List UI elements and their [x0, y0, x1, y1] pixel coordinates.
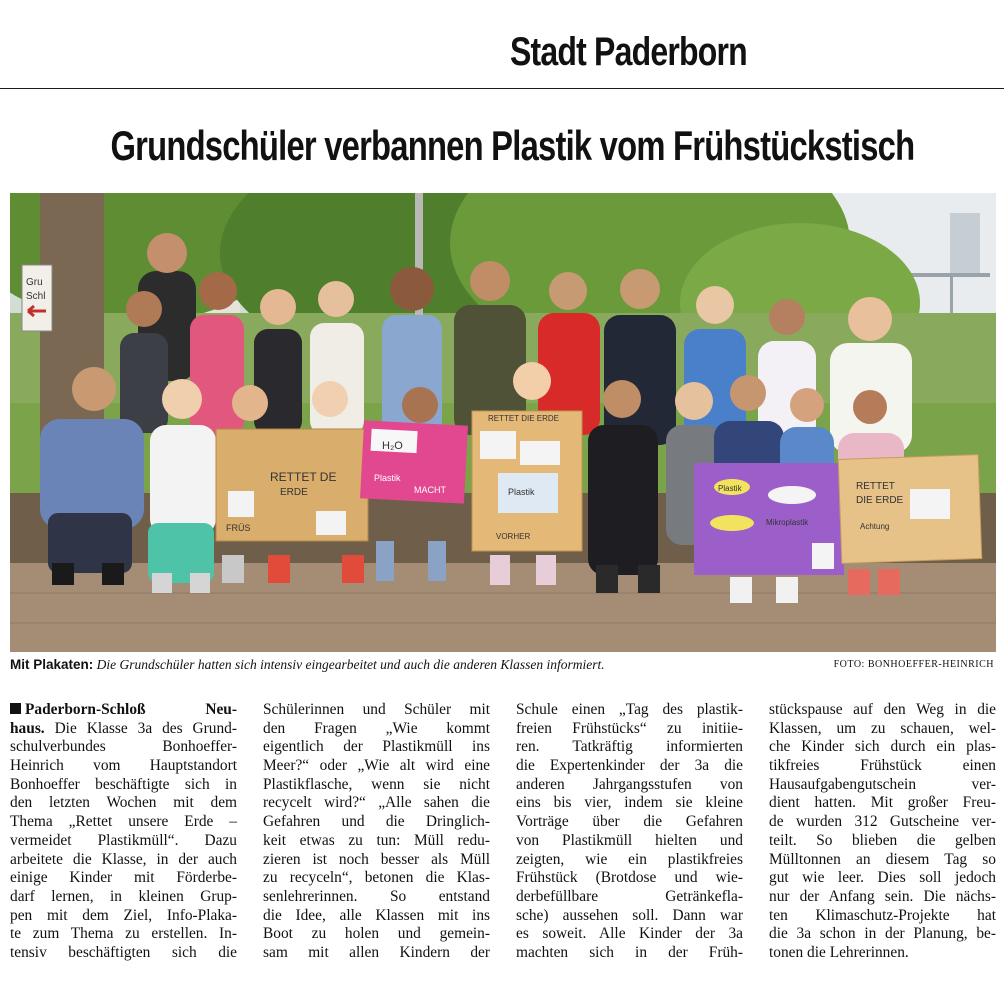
dateline [10, 701, 237, 720]
article-line: che Kinder sich durch ein plas- [769, 738, 996, 756]
article-line: pen mit dem Ziel, Info-Plaka- [10, 906, 237, 924]
article-line: freien Frühstücks“ zu initiie- [516, 719, 743, 737]
article-line: tensiv beschäftigten sich die [10, 943, 237, 961]
sign-text: Schl [26, 291, 46, 302]
article-line: de wurden 312 Gutscheine ver- [769, 813, 996, 831]
poster-3 [472, 411, 582, 551]
poster-5 [838, 455, 982, 564]
child-head [675, 382, 713, 420]
child-head [603, 380, 641, 418]
poster-text: Plastik [718, 484, 742, 493]
article-line-rest: Die Klasse 3a des Grund- [44, 719, 237, 737]
article-line: eigentlich der Plastikmüll ins [263, 738, 490, 756]
section-header [0, 0, 1004, 89]
article-line: machten sich in der Früh- [516, 943, 743, 961]
article-line: eins bis vier, indem sie kleine [516, 794, 743, 812]
child [254, 329, 302, 435]
article-line: recycelt wird?“ „Alle sahen die [263, 794, 490, 812]
poster-text: DIE ERDE [856, 495, 904, 506]
child-head [513, 362, 551, 400]
article-line [10, 720, 237, 739]
dateline-text: Paderborn-Schloß Neu- [25, 701, 237, 718]
article-line: Thema „Rettet unsere Erde – [10, 813, 237, 831]
article-line: vermeidet Plastikmüll“. Dazu [10, 831, 237, 849]
poster-text: FRÜS [226, 523, 251, 533]
article-line: anderen Jahrgangsstufen von [516, 775, 743, 793]
article-line: die Expertenkinder der 3a die [516, 757, 743, 775]
article-line: derbefüllbare Getränkefla- [516, 887, 743, 905]
dateline-continuation: haus. [10, 719, 45, 737]
poster-1 [216, 429, 368, 541]
article-line: zeigten, wie ein plastikfreies [516, 850, 743, 868]
article-column-3 [516, 701, 743, 963]
article-line: sche) aussehen soll. Dann war [516, 906, 743, 924]
article-line: nur der Anfang sein. Die nächs- [769, 887, 996, 905]
poster-text: RETTET DIE ERDE [488, 414, 559, 423]
building-window [950, 213, 980, 273]
article-line: ren. Tatkräftig informierten [516, 738, 743, 756]
caption-lead: Mit Plakaten: [10, 657, 94, 672]
article-line: Vorträge über die Gefahren [516, 813, 743, 831]
article-line: den letzten Wochen mit dem [10, 794, 237, 812]
child [190, 315, 244, 435]
poster-2 [360, 420, 468, 503]
child-head [848, 297, 892, 341]
headline: Grundschüler verbannen Plastik vom Frühstückstisch [110, 122, 915, 169]
section-title: Stadt Paderborn [509, 30, 747, 74]
child-head [620, 269, 660, 309]
poster-text: Plastik [508, 487, 535, 497]
child-head [72, 367, 116, 411]
article-line: Mülltonnen an diesem Tag so [769, 850, 996, 868]
caption-text: Die Grundschüler hatten sich intensiv eingearbeitet und auch die anderen Klassen informiert. [93, 657, 605, 672]
child-head [790, 388, 824, 422]
child-head [402, 387, 438, 423]
article-line: Bonhoeffer beschäftigte sich in [10, 775, 237, 793]
article-line: es soweit. Alle Kinder der 3a [516, 925, 743, 943]
child-head [312, 381, 348, 417]
child [40, 419, 144, 529]
article-line: gut wie leer. Dies soll jedoch [769, 869, 996, 887]
photo-illustration [10, 193, 996, 652]
poster-text: Mikroplastik [766, 518, 809, 527]
article-line: stückspause auf den Weg in die [769, 701, 996, 718]
poster-4 [694, 463, 844, 575]
article-line: dient hatten. Mit großer Freu- [769, 794, 996, 812]
child-head [853, 390, 887, 424]
child [150, 425, 216, 535]
child-head [162, 379, 202, 419]
poster-text: Achtung [860, 522, 890, 531]
poster-text: Plastik [374, 473, 401, 483]
child-head [730, 375, 766, 411]
dateline-square-icon [10, 703, 21, 714]
article-line: darf lernen, in kleinen Grup- [10, 887, 237, 905]
child-head [769, 299, 805, 335]
poster-text: VORHER [496, 532, 531, 541]
article-line: te zum Thema zu erstellen. In- [10, 925, 237, 943]
article-line: zu recyceln“, betonen die Klas- [263, 869, 490, 887]
child-head [470, 261, 510, 301]
child [310, 323, 364, 435]
sign-text: Gru [26, 277, 43, 288]
article-line: arbeitete die Klasse, in der auch [10, 850, 237, 868]
article-line: Schülerinnen und Schüler mit [263, 701, 490, 718]
child-head [390, 267, 434, 311]
article-line: ten Klimaschutz-Projekte hat [769, 906, 996, 924]
article-line: Gefahren und die Dringlich- [263, 813, 490, 831]
article-line: die Idee, alle Klassen mit ins [263, 906, 490, 924]
photo-caption [10, 657, 996, 679]
article-line: zieren ist noch besser als Müll [263, 850, 490, 868]
child-head [147, 233, 187, 273]
article-line: senlehrerinnen. So entstand [263, 887, 490, 905]
article-line: den Fragen „Wie kommt [263, 719, 490, 737]
article-line: Schule einen „Tag des plastik- [516, 701, 743, 718]
poster-text: H₂O [382, 440, 403, 452]
poster-text: MACHT [414, 485, 446, 495]
article-column-2 [263, 701, 490, 963]
child-head [126, 291, 162, 327]
article-line: teilt. So blieben die gelben [769, 831, 996, 849]
child-head [696, 286, 734, 324]
article-line: schulverbundes Bonhoeffer- [10, 738, 237, 756]
poster-text: ERDE [280, 487, 308, 498]
child [588, 425, 658, 575]
article-line: Hausaufgabengutschein ver- [769, 775, 996, 793]
child-head [199, 272, 237, 310]
photo-credit: FOTO: BONHOEFFER-HEINRICH [833, 659, 994, 670]
article-line: tonen die Lehrerinnen. [769, 943, 909, 961]
article-line: sam mit allen Kindern der [263, 943, 490, 961]
child-head [232, 385, 268, 421]
article-line: einige Kinder mit Förderbe- [10, 869, 237, 887]
article-line: die 3a schon in der Planung, be- [769, 925, 996, 943]
article-column-4 [769, 701, 996, 963]
article-line: von Plastikmüll hielten und [516, 831, 743, 849]
article-line: Boot zu holen und gemein- [263, 925, 490, 943]
child [120, 333, 168, 433]
poster-text: RETTET DE [270, 470, 337, 484]
article-line: tikfreies Frühstück einen [769, 757, 996, 775]
article-line: Plastikflasche, wenn sie nicht [263, 775, 490, 793]
class-photo [10, 193, 996, 652]
poster-text: RETTET [856, 481, 895, 492]
article-line: Klassen, um zu schauen, wel- [769, 719, 996, 737]
article-line: Heinrich vom Hauptstandort [10, 757, 237, 775]
article-line: Meer?“ oder „Wie alt wird eine [263, 757, 490, 775]
child-head [318, 281, 354, 317]
article-line: Frühstück (Brotdose und wie- [516, 869, 743, 887]
child-head [549, 272, 587, 310]
article-column-1 [10, 701, 237, 963]
article-line: keit etwas zu tun: Müll redu- [263, 831, 490, 849]
child-head [260, 289, 296, 325]
